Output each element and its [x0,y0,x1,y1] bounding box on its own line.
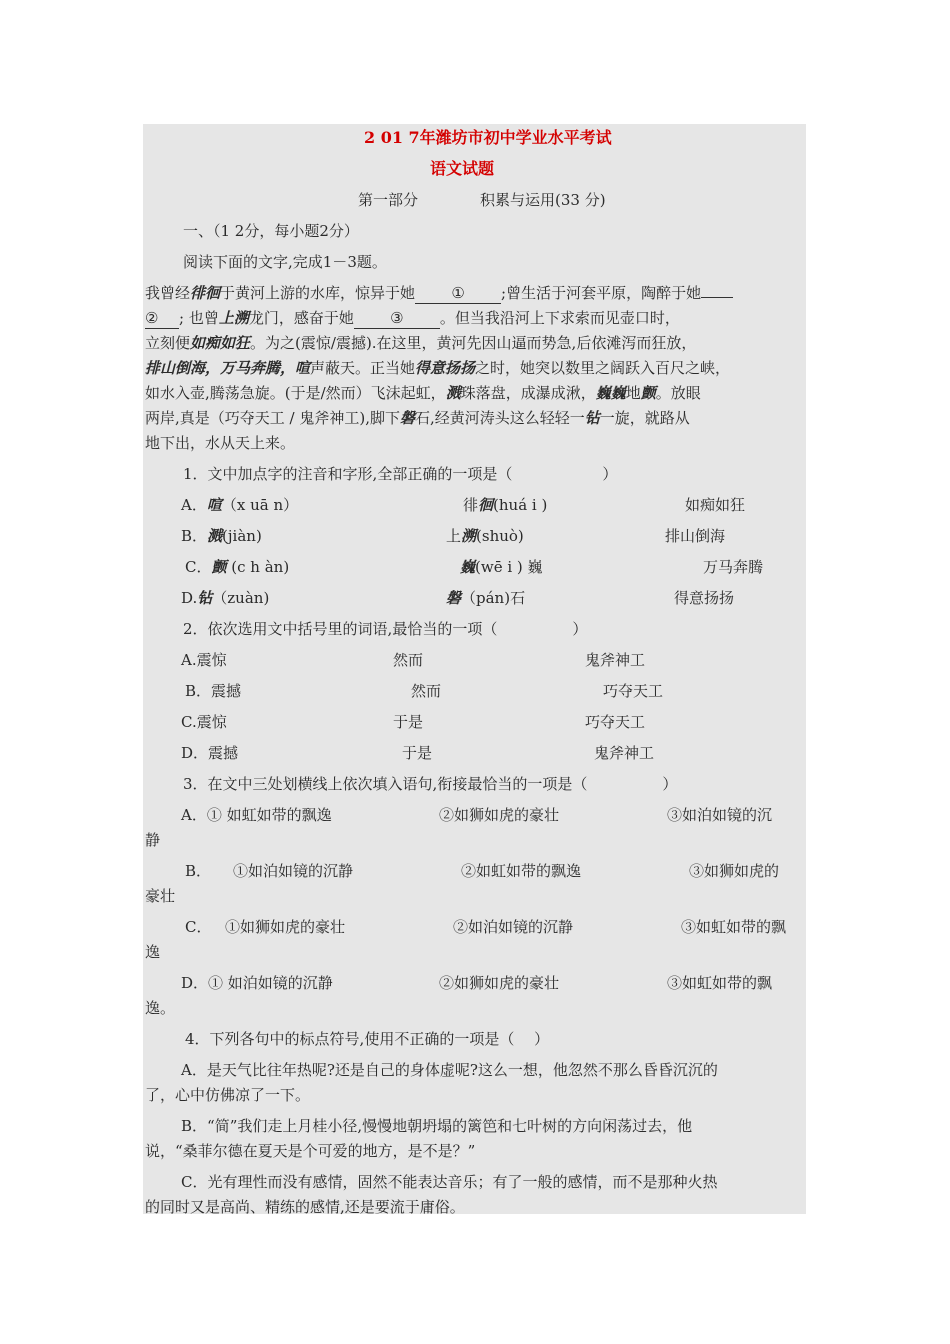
q2-option-b-col2: 然而 [411,682,442,700]
q3-option-c: C． [185,918,212,936]
q3-option-c-col2: ②如泊如镜的沉静 [453,918,574,936]
q3-option-d-col3: ③如虹如带的飘 [667,974,773,992]
q4-option-b: B．“简”我们走上月桂小径,慢慢地朝坍塌的篱笆和七叶树的方向闲荡过去，他 [181,1117,693,1135]
section-heading: 一、（1 2分，每小题2分） [183,222,359,240]
q2-option-b-col3: 巧夺天工 [603,682,664,700]
passage-line-1: 我曾经徘徊于黄河上游的水库，惊异于她 ① ;曾生活于河套平原，陶醉于她 [145,283,733,304]
q3-option-c-wrap: 逸 [145,943,161,961]
q1-option-c: C．颤 (c h àn) [185,558,290,576]
q3-option-c-col1: ①如狮如虎的豪壮 [225,918,346,936]
q3-option-b-col2: ②如虹如带的飘逸 [461,862,582,880]
passage-line-4: 排山倒海，万马奔腾，喧声蔽天。正当她得意扬扬之时，她突以数里之阔跃入百尺之峡， [145,359,731,377]
q2-option-d-col2: 于是 [402,744,433,762]
question-3-stem: 3．在文中三处划横线上依次填入语句,衔接最恰当的一项是（ ） [183,775,678,793]
q1-option-c-col2: 巍(wē i ) 巍 [460,558,543,576]
q1-option-b: B．溅(jiàn) [181,527,262,545]
q2-option-c-col3: 巧夺天工 [585,713,646,731]
q2-option-a: A.震惊 [181,651,227,669]
q4-option-c-wrap: 的同时又是高尚、精练的感情,还是要流于庸俗。 [145,1198,465,1216]
part-label: 第一部分 [358,191,419,209]
q1-option-b-col2: 上溯(shuò) [446,527,524,545]
q3-option-a-col3: ③如泊如镜的沉 [667,806,773,824]
passage-line-3: 立刻便如痴如狂。为之(震惊/震撼).在这里，黄河先因山逼而势急,后依滩泻而狂放， [145,334,697,352]
q2-option-b: B．震撼 [185,682,242,700]
q3-option-d: D．① 如泊如镜的沉静 [181,974,333,992]
q1-option-a: A．喧（x uā n） [181,496,299,514]
q3-option-c-col3: ③如虹如带的飘 [681,918,787,936]
q1-option-d: D.钻（zuàn) [181,589,270,607]
q1-option-c-col3: 万马奔腾 [703,558,764,576]
q2-option-d-col3: 鬼斧神工 [594,744,655,762]
passage-line-6: 两岸,真是（巧夺天工 / 鬼斧神工),脚下磐石,经黄河涛头这么轻轻一钻一旋，就路从 [145,409,690,427]
q4-option-b-wrap: 说，“桑菲尔德在夏天是个可爱的地方，是不是？” [145,1142,476,1160]
q2-option-a-col3: 鬼斧神工 [585,651,646,669]
q1-option-b-col3: 排山倒海 [665,527,726,545]
q2-option-c-col2: 于是 [393,713,424,731]
q3-option-b: B． [185,862,212,880]
blank-2: ② [145,308,179,329]
q2-option-a-col2: 然而 [393,651,424,669]
q3-option-b-col3: ③如狮如虎的 [689,862,780,880]
q3-option-a: A．① 如虹如带的飘逸 [181,806,332,824]
part-name: 积累与运用(33 分) [480,191,606,209]
q3-option-b-wrap: 豪壮 [145,887,176,905]
q3-option-d-col2: ②如狮如虎的豪壮 [439,974,560,992]
question-1-stem: 1．文中加点字的注音和字形,全部正确的一项是（ ） [183,465,618,483]
q2-option-d: D．震撼 [181,744,239,762]
q3-option-a-wrap: 静 [145,831,161,849]
question-4-stem: 4．下列各句中的标点符号,使用不正确的一项是（ ） [185,1030,550,1048]
instruction: 阅读下面的文字,完成1－3题。 [183,253,387,271]
blank-2-tail [701,297,733,298]
passage-line-5: 如水入壶,腾荡急旋。(于是/然而）飞沫起虹，溅珠落盘，成瀑成湫，巍巍地颤。放眼 [145,384,701,402]
q3-option-b-col1: ①如泊如镜的沉静 [233,862,354,880]
q3-option-a-col2: ②如狮如虎的豪壮 [439,806,560,824]
q4-option-a: A．是天气比往年热呢?还是自己的身体虚呢?这么一想，他忽然不那么昏昏沉沉的 [181,1061,718,1079]
q4-option-c: C．光有理性而没有感情，固然不能表达音乐；有了一般的感情，而不是那种火热 [181,1173,718,1191]
q1-option-d-col2: 磐（pán)石 [446,589,526,607]
blank-1: ① [415,283,501,304]
question-2-stem: 2．依次选用文中括号里的词语,最恰当的一项（ ） [183,620,588,638]
exam-subtitle: 语文试题 [430,159,495,178]
q1-option-a-col3: 如痴如狂 [685,496,746,514]
exam-page [143,124,806,1214]
q4-option-a-wrap: 了，心中仿佛凉了一下。 [145,1086,311,1104]
passage-line-7: 地下出，水从天上来。 [145,434,296,452]
q1-option-a-col2: 徘徊(huá i ) [463,496,548,514]
q2-option-c: C.震惊 [181,713,227,731]
blank-3: ③ [354,308,440,329]
q1-option-d-col3: 得意扬扬 [674,589,735,607]
exam-title: 2 01 7年潍坊市初中学业水平考试 [364,128,612,147]
q3-option-d-wrap: 逸。 [145,999,176,1017]
passage-line-2: ② ; 也曾上溯龙门，感奋于她 ③ 。但当我沿河上下求索而见壶口时， [145,309,680,327]
